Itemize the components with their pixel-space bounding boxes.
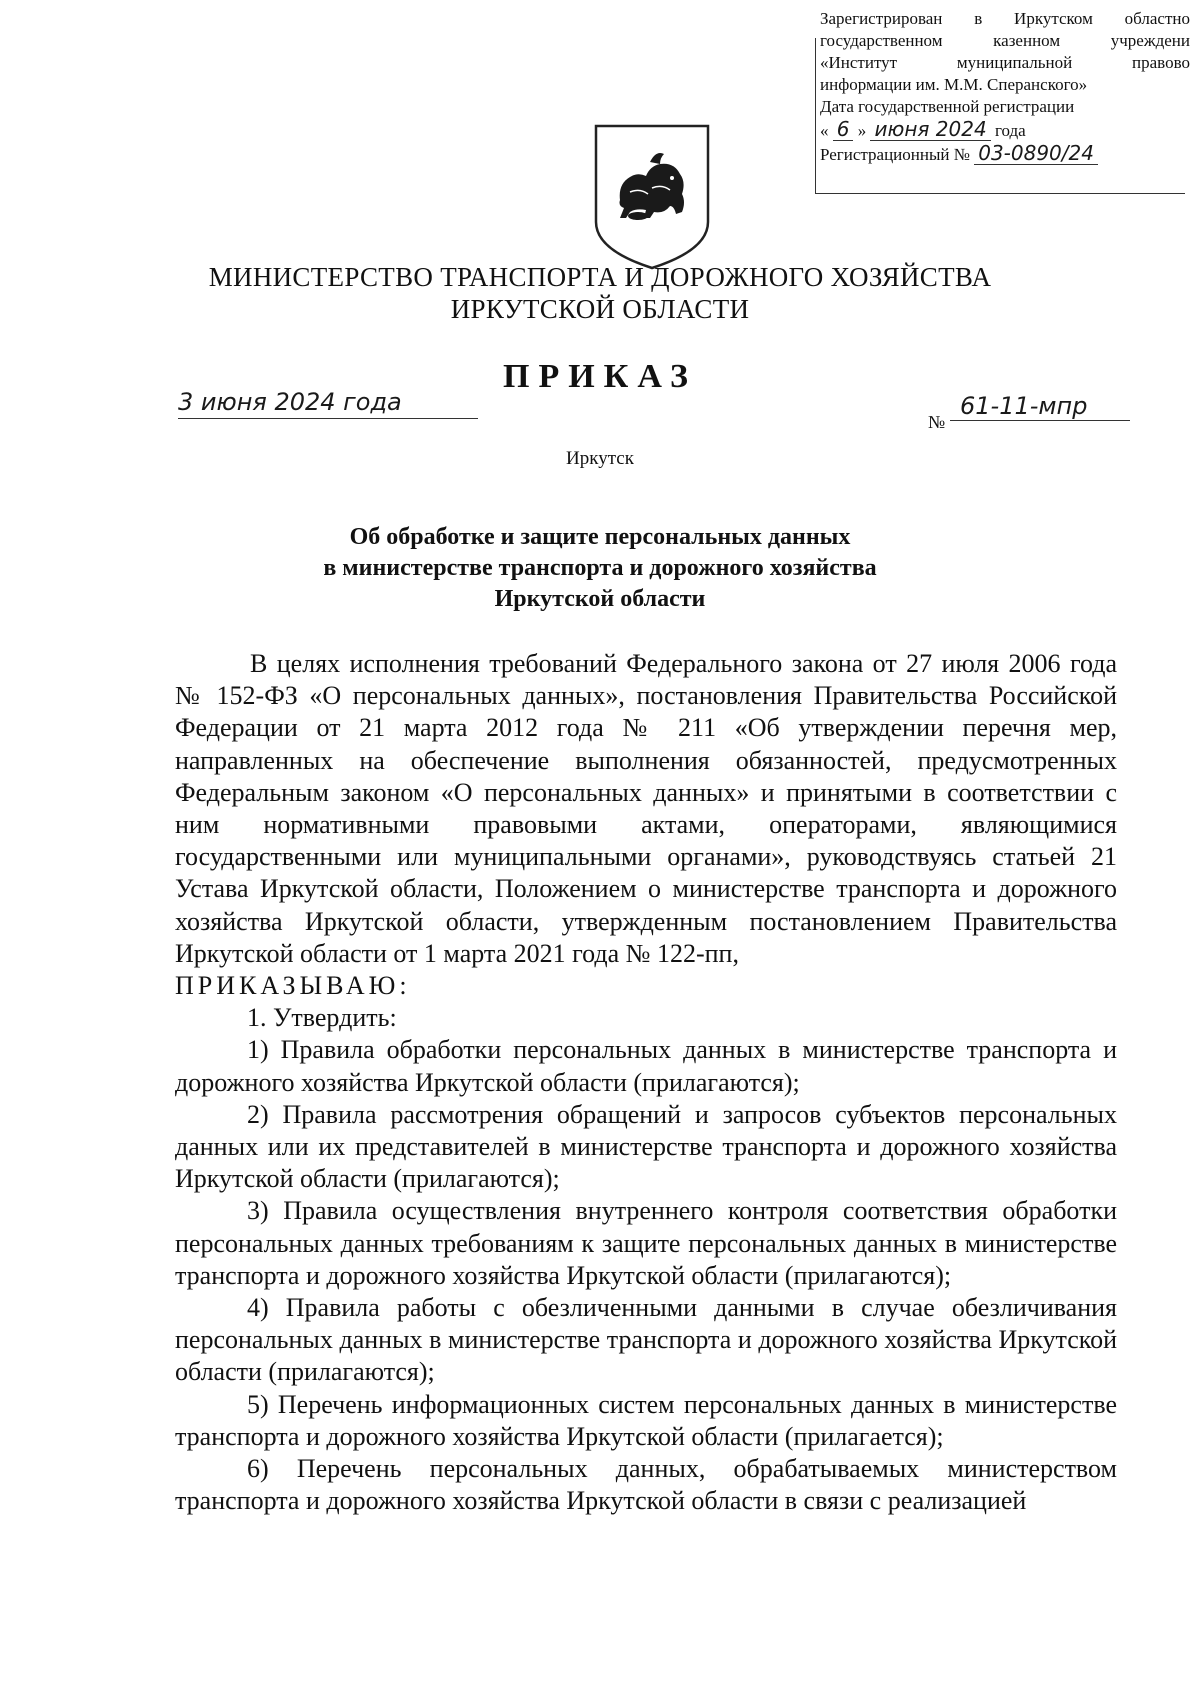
stamp-date-suffix: года bbox=[994, 121, 1026, 140]
stamp-date-day: 6 bbox=[833, 118, 854, 141]
list-item: 3) Правила осуществления внутреннего контроля соответствия обработки персональных данных требованиям к защите персональных данных в министерстве транспорта и дорожного хозяйства Иркутской области (прилагаются); bbox=[175, 1196, 1117, 1290]
stamp-reg-number: 03-0890/24 bbox=[974, 142, 1098, 165]
stamp-line: государственном казенном учреждени bbox=[820, 31, 1190, 50]
number-label: № bbox=[928, 412, 946, 432]
stamp-border-bottom bbox=[815, 193, 1185, 194]
stamp-line: Дата государственной регистрации bbox=[820, 97, 1075, 116]
stamp-reg-line bbox=[820, 142, 1190, 166]
list-item: 4) Правила работы с обезличенными данными в случае обезличивания персональных данных в министерстве транспорта и дорожного хозяйства Иркутской области (прилагаются); bbox=[175, 1293, 1117, 1387]
title-line: Иркутской области bbox=[494, 586, 706, 612]
irkutsk-coat-of-arms-icon bbox=[590, 122, 714, 272]
handwritten-number: 61-11-мпр bbox=[950, 392, 1130, 421]
ministry-name-line2: ИРКУТСКОЙ ОБЛАСТИ bbox=[450, 294, 750, 324]
stamp-date-prefix: « bbox=[820, 121, 829, 140]
city: Иркутск bbox=[566, 448, 634, 469]
stamp-line: Зарегистрирован в Иркутском областно bbox=[820, 9, 1190, 28]
list-item: 1) Правила обработки персональных данных в министерстве транспорта и дорожного хозяйства Иркутской области (прилагаются); bbox=[175, 1035, 1117, 1097]
stamp-reg-label: Регистрационный № bbox=[820, 145, 970, 164]
list-item: 6) Перечень персональных данных, обрабатываемых министерством транспорта и дорожного хозяйства Иркутской области в связи с реализацией bbox=[175, 1454, 1117, 1516]
document-title bbox=[0, 522, 1200, 615]
preamble-paragraph: В целях исполнения требований Федерального закона от 27 июля 2006 года № 152-ФЗ «О персональных данных», постановления Правительства Российской Федерации от 21 марта 2012 года № 211 «Об утверждении перечня мер, направленных на обеспечение выполнения обязанностей, предусмотренных Федеральным законом «О персональных данных» и принятыми в соответствии с ним нормативными правовыми актами, операторами, являющимися государственными или муниципальными органами», руководствуясь статьей 21 Устава Иркутской области, Положением о министерстве транспорта и дорожного хозяйства Иркутской области, утвержденным постановлением Правительства Иркутской области от 1 марта 2021 года № 122-пп, bbox=[175, 649, 1117, 968]
title-line: Об обработке и защите персональных данных bbox=[349, 524, 851, 550]
registration-stamp bbox=[820, 8, 1190, 166]
stamp-line: информации им. М.М. Сперанского» bbox=[820, 75, 1088, 94]
stamp-line: «Институт муниципальной правово bbox=[820, 53, 1190, 72]
stamp-date-mid: » bbox=[857, 121, 867, 140]
document-body bbox=[175, 648, 1117, 1517]
stamp-date-month-year: июня 2024 bbox=[870, 118, 990, 141]
stamp-date-line bbox=[820, 118, 1190, 142]
title-line: в министерстве транспорта и дорожного хозяйства bbox=[323, 555, 877, 581]
list-item: 5) Перечень информационных систем персональных данных в министерстве транспорта и дорожного хозяйства Иркутской области (прилагается); bbox=[175, 1389, 1117, 1451]
ministry-name-line1: МИНИСТЕРСТВО ТРАНСПОРТА И ДОРОЖНОГО ХОЗЯЙСТВА bbox=[208, 262, 992, 292]
order-word: ПРИКАЗЫВАЮ: bbox=[175, 971, 411, 1001]
point-1: 1. Утвердить: bbox=[247, 1003, 397, 1033]
stamp-border bbox=[815, 38, 816, 193]
handwritten-date: 3 июня 2024 года bbox=[178, 388, 478, 419]
list-item: 2) Правила рассмотрения обращений и запросов субъектов персональных данных или их представителей в министерстве транспорта и дорожного хозяйства Иркутской области (прилагаются); bbox=[175, 1099, 1117, 1194]
document-type: ПРИКАЗ bbox=[503, 358, 697, 395]
